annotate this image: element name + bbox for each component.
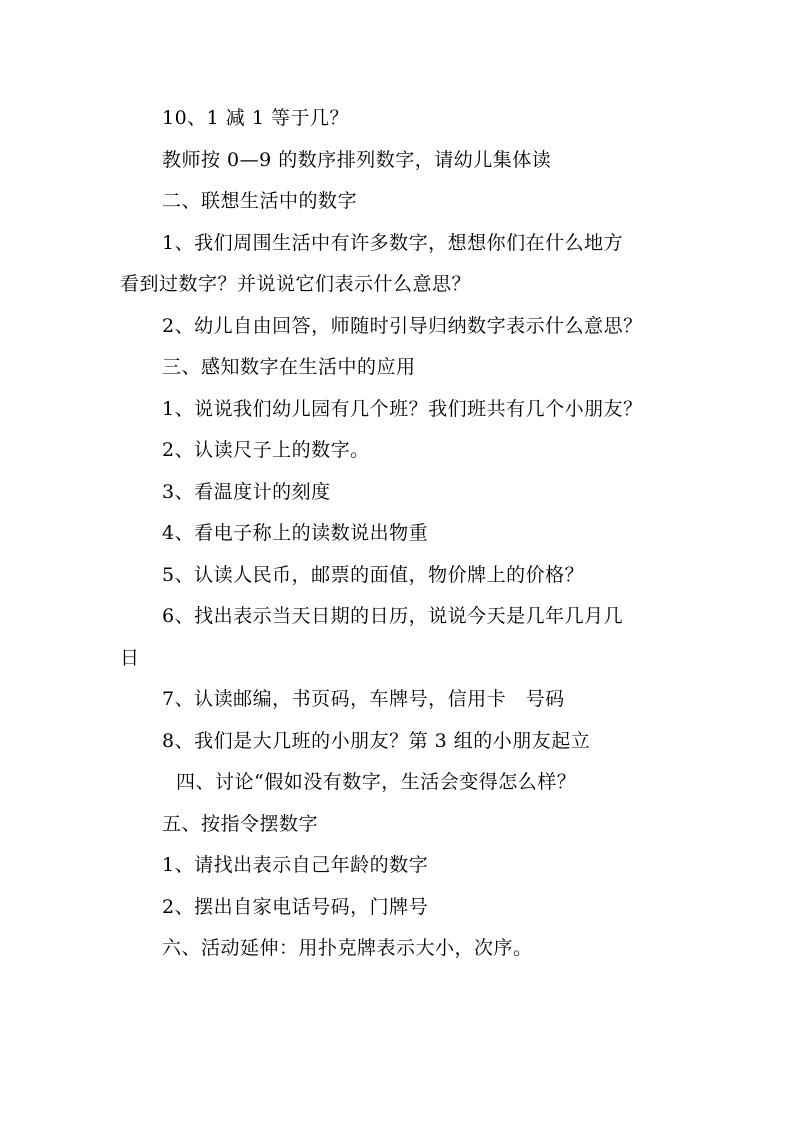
text-line: 10、1 减 1 等于几？	[162, 107, 349, 129]
text-line: 1、说说我们幼儿园有几个班？我们班共有几个小朋友？	[162, 398, 643, 420]
text-line: 教师按 0—9 的数序排列数字，请幼儿集体读	[162, 149, 552, 171]
text-line: 6、找出表示当天日期的日历，说说今天是几年几月几	[162, 605, 624, 627]
text-line: 2、认读尺子上的数字。	[162, 439, 370, 461]
text-line: 5、认读人民币，邮票的面值，物价牌上的价格？	[162, 564, 585, 586]
section-heading: 五、按指令摆数字	[162, 813, 319, 835]
section-heading: 六、活动延伸：用扑克牌表示大小，次序。	[162, 937, 533, 959]
text-line: 日	[120, 647, 140, 669]
text-line: 1、我们周围生活中有许多数字，想想你们在什么地方	[162, 232, 624, 254]
text-line: 看到过数字？并说说它们表示什么意思？	[120, 273, 472, 295]
text-line: 1、请找出表示自己年龄的数字	[162, 854, 429, 876]
section-heading: 四、讨论“假如没有数字，生活会变得怎么样？	[176, 771, 577, 793]
text-line: 2、幼儿自由回答，师随时引导归纳数字表示什么意思？	[162, 315, 643, 337]
section-heading: 三、感知数字在生活中的应用	[162, 356, 416, 378]
text-line: 4、看电子称上的读数说出物重	[162, 522, 429, 544]
text-line: 8、我们是大几班的小朋友？第 3 组的小朋友起立	[162, 730, 591, 752]
text-line: 7、认读邮编，书页码，车牌号，信用卡 号码	[162, 688, 565, 710]
text-line: 3、看温度计的刻度	[162, 481, 331, 503]
section-heading: 二、联想生活中的数字	[162, 190, 358, 212]
text-line: 2、摆出自家电话号码，门牌号	[162, 896, 429, 918]
